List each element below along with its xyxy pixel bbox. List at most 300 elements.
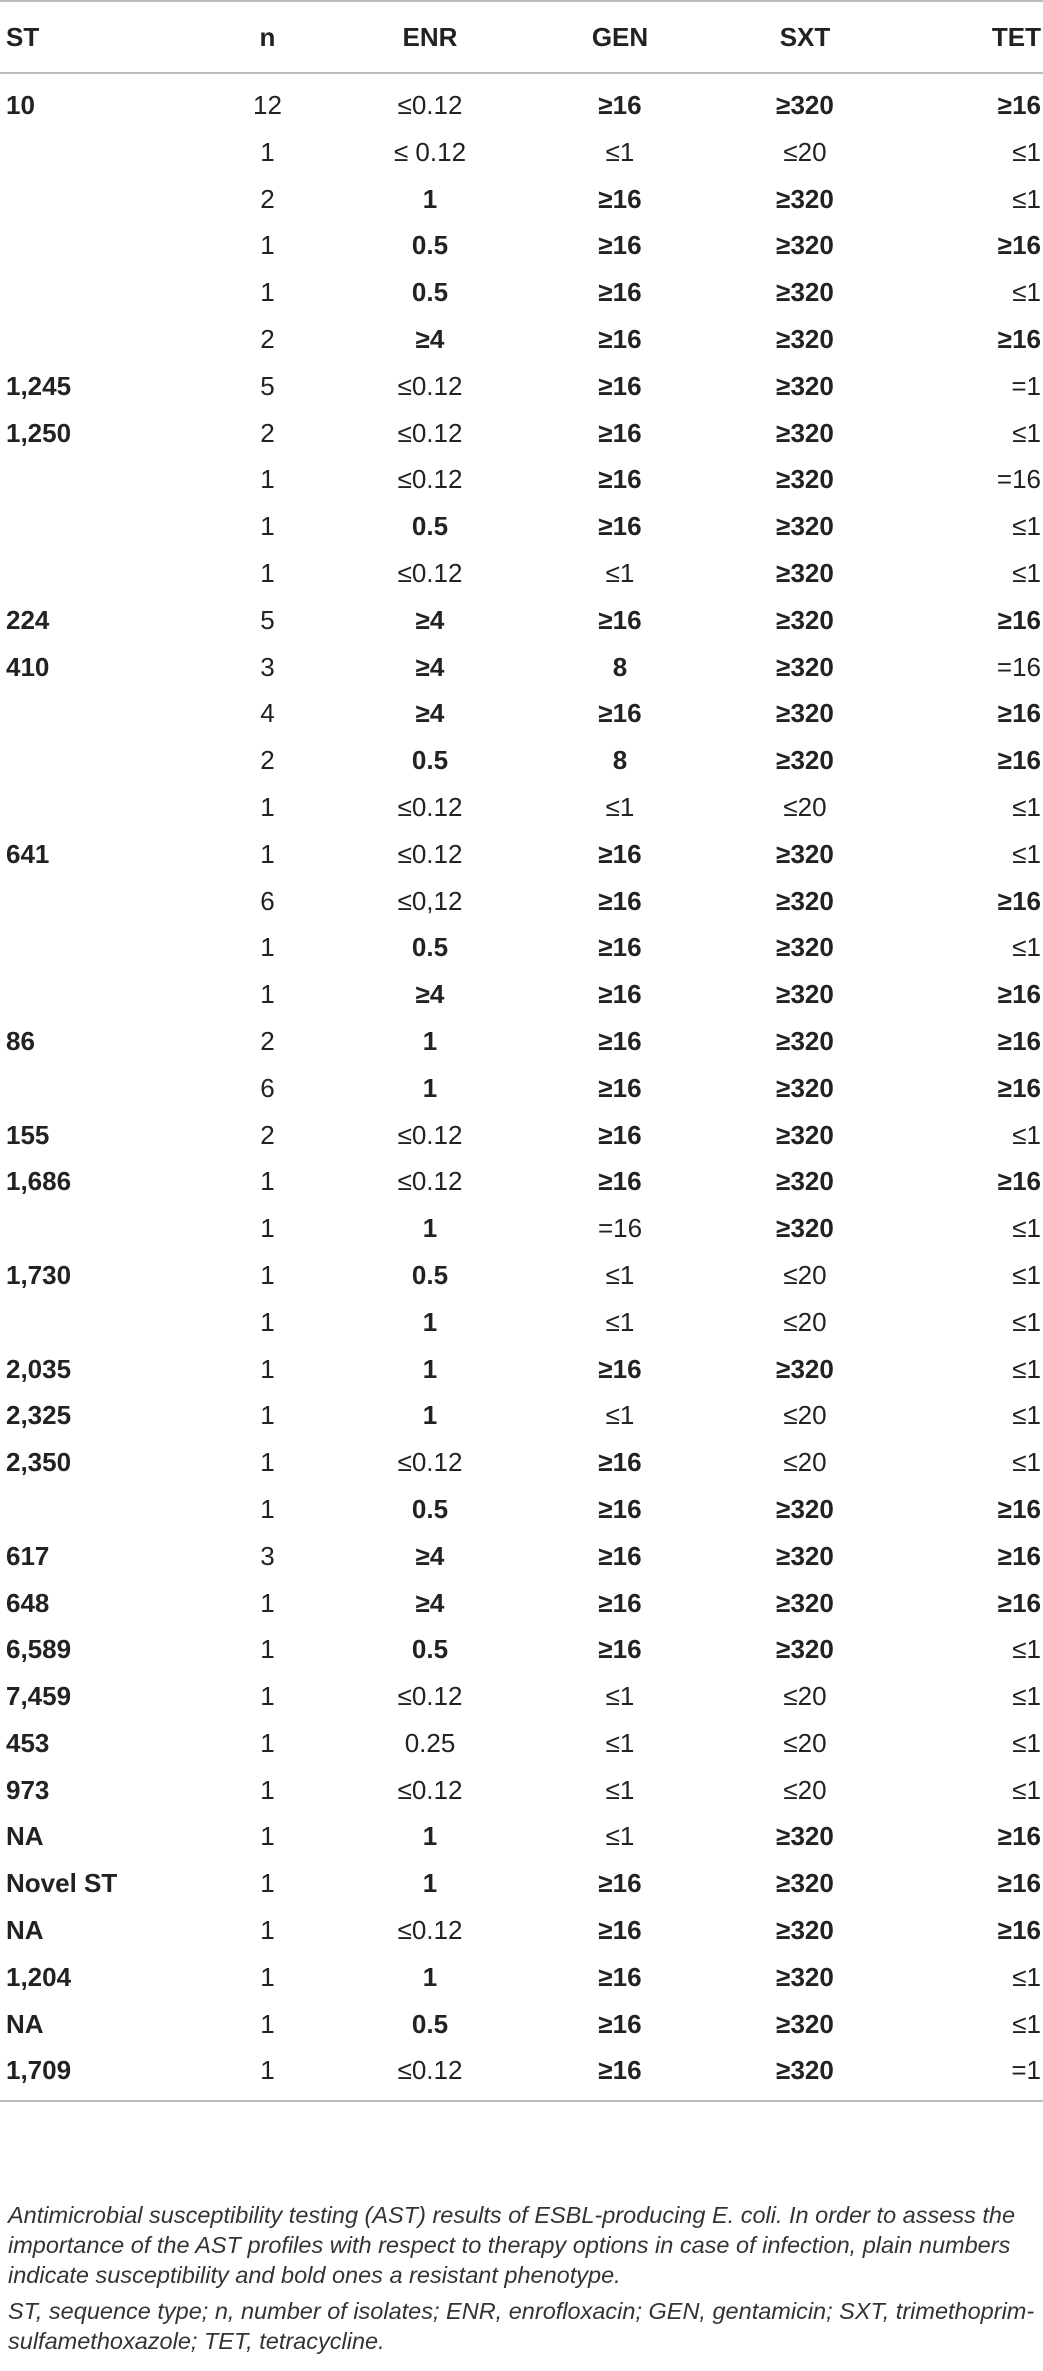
cell-sxt: ≤20 <box>783 1681 827 1712</box>
cell-gen: ≥16 <box>598 1540 642 1571</box>
cell-sxt: ≤20 <box>783 1259 827 1290</box>
cell-tet: ≥16 <box>997 230 1041 261</box>
table-row <box>0 1860 1043 1907</box>
cell-sxt: ≥320 <box>776 1166 834 1197</box>
cell-gen: ≥16 <box>598 1915 642 1946</box>
cell-sxt: ≥320 <box>776 604 834 635</box>
cell-st <box>0 971 185 1018</box>
cell-st <box>0 924 185 971</box>
cell-enr: 1 <box>422 1072 438 1103</box>
header-gen: GEN <box>510 1 690 73</box>
cell-sxt: ≥320 <box>776 979 834 1010</box>
cell-n: 5 <box>260 370 275 401</box>
cell-st: 617 <box>6 1540 50 1571</box>
cell-tet: ≥16 <box>997 1072 1041 1103</box>
cell-st: 155 <box>6 1119 50 1150</box>
cell-tet: ≥16 <box>997 979 1041 1010</box>
cell-sxt: ≤20 <box>783 1306 827 1337</box>
cell-sxt: ≥320 <box>776 651 834 682</box>
table-row <box>0 1580 1043 1627</box>
table-row <box>0 222 1043 269</box>
cell-sxt: ≥320 <box>690 2047 880 2101</box>
cell-gen: ≥16 <box>598 1119 642 1150</box>
cell-n: 3 <box>260 1540 275 1571</box>
cell-enr: 0.5 <box>411 1493 449 1524</box>
cell-gen: ≤1 <box>605 791 635 822</box>
cell-st <box>0 316 185 363</box>
cell-gen: 8 <box>612 651 628 682</box>
cell-gen: ≤1 <box>605 557 635 588</box>
cell-sxt: ≥320 <box>776 1821 834 1852</box>
cell-gen: ≤1 <box>605 1306 635 1337</box>
table-row <box>0 1720 1043 1767</box>
cell-sxt: ≥320 <box>776 1353 834 1384</box>
cell-gen: ≤1 <box>605 1259 635 1290</box>
cell-n: 2 <box>260 417 275 448</box>
cell-sxt: ≤20 <box>783 1774 827 1805</box>
cell-n: 1 <box>260 277 275 308</box>
cell-tet: ≥16 <box>997 1493 1041 1524</box>
cell-st: 2,350 <box>6 1447 72 1478</box>
table-row <box>0 550 1043 597</box>
cell-st: 648 <box>6 1587 50 1618</box>
cell-tet: ≤1 <box>1012 1447 1041 1478</box>
cell-tet: ≤1 <box>1012 277 1041 308</box>
cell-enr: 1 <box>422 1213 438 1244</box>
cell-st: 10 <box>6 90 35 120</box>
cell-n: 1 <box>260 1868 275 1899</box>
cell-gen: ≤1 <box>605 1821 635 1852</box>
cell-enr: ≤0.12 <box>397 1166 463 1197</box>
cell-gen: ≤1 <box>605 1727 635 1758</box>
cell-enr: ≤0.12 <box>397 1681 463 1712</box>
cell-st: 224 <box>6 604 50 635</box>
cell-st: 1,245 <box>6 370 72 401</box>
cell-enr: ≤0.12 <box>397 370 463 401</box>
cell-n: 3 <box>260 651 275 682</box>
table-row <box>0 1018 1043 1065</box>
cell-st: 1,730 <box>6 1259 72 1290</box>
cell-tet: ≤1 <box>1012 1774 1041 1805</box>
cell-tet: ≤1 <box>1012 1213 1041 1244</box>
cell-sxt: ≥320 <box>776 557 834 588</box>
cell-tet: ≥16 <box>997 1540 1041 1571</box>
cell-gen: ≥16 <box>598 183 642 214</box>
cell-tet: ≤1 <box>1012 791 1041 822</box>
cell-enr: 0.5 <box>411 1259 449 1290</box>
table-row <box>0 1112 1043 1159</box>
cell-st: NA <box>6 2008 44 2039</box>
cell-st: 641 <box>6 838 50 869</box>
cell-tet: ≤1 <box>1012 557 1041 588</box>
cell-tet: ≤1 <box>1012 1727 1041 1758</box>
cell-gen: ≥16 <box>598 511 642 542</box>
cell-n: 1 <box>260 1961 275 1992</box>
cell-enr: ≤0.12 <box>310 2047 510 2101</box>
table-row <box>0 176 1043 223</box>
cell-sxt: ≥320 <box>776 1961 834 1992</box>
cell-n: 2 <box>260 745 275 776</box>
cell-n: 2 <box>260 323 275 354</box>
table-row <box>0 1439 1043 1486</box>
cell-sxt: ≥320 <box>776 1213 834 1244</box>
table-row <box>0 2001 1043 2048</box>
cell-gen: ≥16 <box>598 1353 642 1384</box>
header-tet: TET <box>880 1 1043 73</box>
cell-tet: ≥16 <box>997 90 1041 120</box>
cell-st: 1,709 <box>0 2047 185 2101</box>
cell-n: 1 <box>260 2008 275 2039</box>
cell-tet: ≤1 <box>1012 136 1041 167</box>
table-row <box>0 410 1043 457</box>
cell-st <box>0 456 185 503</box>
cell-sxt: ≥320 <box>776 1119 834 1150</box>
table-row <box>0 456 1043 503</box>
cell-st: 973 <box>6 1774 50 1805</box>
cell-n: 1 <box>260 1166 275 1197</box>
cell-gen: ≥16 <box>598 2008 642 2039</box>
cell-tet: ≤1 <box>1012 417 1041 448</box>
table-row <box>0 1673 1043 1720</box>
cell-gen: ≥16 <box>598 1493 642 1524</box>
table-row <box>0 503 1043 550</box>
cell-enr: ≥4 <box>415 1540 445 1571</box>
cell-sxt: ≥320 <box>776 745 834 776</box>
table-row <box>0 644 1043 691</box>
cell-n: 1 <box>260 1821 275 1852</box>
cell-n: 1 <box>260 979 275 1010</box>
cell-gen: ≥16 <box>598 1447 642 1478</box>
cell-tet: ≤1 <box>1012 183 1041 214</box>
table-caption: Antimicrobial susceptibility testing (AST) results of ESBL-producing E. coli. In order to assess the importance of the AST profiles with respect to therapy options in case of infection, plain numbers indicate susceptibility and bold ones a resistant phenotype. <box>8 2202 1016 2288</box>
cell-sxt: ≤20 <box>783 791 827 822</box>
cell-gen: ≥16 <box>598 932 642 963</box>
cell-enr: ≥4 <box>415 979 445 1010</box>
cell-gen: ≤1 <box>605 1681 635 1712</box>
cell-n: 1 <box>260 1259 275 1290</box>
cell-gen: ≤1 <box>605 1774 635 1805</box>
cell-st <box>0 269 185 316</box>
cell-sxt: ≥320 <box>776 1634 834 1665</box>
cell-n: 6 <box>260 1072 275 1103</box>
abbreviations-note: ST, sequence type; n, number of isolates; ENR, enrofloxacin; GEN, gentamicin; SXT, trimethoprim-sulfamethoxazole; TET, tetracycline. <box>8 2298 1035 2354</box>
cell-enr: ≤0.12 <box>397 1447 463 1478</box>
cell-tet: =1 <box>1011 370 1041 401</box>
cell-n: 1 <box>260 1727 275 1758</box>
cell-tet: ≥16 <box>997 1915 1041 1946</box>
cell-enr: 1 <box>422 1306 438 1337</box>
cell-gen: ≥16 <box>598 698 642 729</box>
cell-enr: ≤0.12 <box>397 90 463 120</box>
cell-enr: ≤0.12 <box>397 557 463 588</box>
cell-st: 7,459 <box>6 1681 72 1712</box>
cell-enr: 1 <box>422 1821 438 1852</box>
cell-tet: ≤1 <box>1012 1306 1041 1337</box>
table-row <box>0 831 1043 878</box>
cell-st <box>0 222 185 269</box>
cell-n: 1 <box>260 1493 275 1524</box>
cell-n: 1 <box>185 2047 310 2101</box>
cell-gen: ≥16 <box>598 1961 642 1992</box>
cell-sxt: ≥320 <box>776 1072 834 1103</box>
cell-gen: ≥16 <box>598 277 642 308</box>
cell-st <box>0 503 185 550</box>
cell-enr: ≥4 <box>415 604 445 635</box>
cell-n: 1 <box>260 838 275 869</box>
table-row <box>0 2047 1043 2101</box>
table-body <box>0 73 1043 2101</box>
cell-st <box>0 1065 185 1112</box>
cell-st: NA <box>6 1821 44 1852</box>
table-row <box>0 1486 1043 1533</box>
cell-enr: 1 <box>422 183 438 214</box>
cell-st <box>0 129 185 176</box>
cell-gen: ≥16 <box>598 1072 642 1103</box>
cell-st <box>0 784 185 831</box>
cell-st: 453 <box>6 1727 50 1758</box>
cell-n: 1 <box>260 1213 275 1244</box>
cell-enr: ≤0,12 <box>397 885 463 916</box>
cell-enr: ≤ 0.12 <box>393 136 467 167</box>
cell-sxt: ≥320 <box>776 885 834 916</box>
cell-enr: ≤0.12 <box>397 417 463 448</box>
table-row <box>0 1205 1043 1252</box>
table-row <box>0 316 1043 363</box>
cell-tet: =1 <box>880 2047 1043 2101</box>
cell-sxt: ≥320 <box>776 511 834 542</box>
cell-enr: ≤0.12 <box>397 1915 463 1946</box>
table-row <box>0 1533 1043 1580</box>
cell-tet: ≥16 <box>997 1166 1041 1197</box>
table-row <box>0 878 1043 925</box>
cell-gen: ≥16 <box>598 1868 642 1899</box>
cell-sxt: ≥320 <box>776 277 834 308</box>
cell-sxt: ≤20 <box>783 1447 827 1478</box>
cell-tet: ≥16 <box>997 1821 1041 1852</box>
cell-enr: 0.25 <box>404 1727 456 1758</box>
cell-tet: ≤1 <box>1012 1400 1041 1431</box>
cell-sxt: ≥320 <box>776 1587 834 1618</box>
cell-st: 6,589 <box>6 1634 72 1665</box>
cell-n: 1 <box>260 230 275 261</box>
cell-gen: ≥16 <box>598 90 642 120</box>
cell-tet: ≥16 <box>997 1025 1041 1056</box>
cell-st: 86 <box>6 1025 35 1056</box>
table-row <box>0 129 1043 176</box>
cell-enr: ≥4 <box>415 1587 445 1618</box>
header-st: ST <box>0 1 185 73</box>
cell-gen: ≥16 <box>598 604 642 635</box>
table-row <box>0 690 1043 737</box>
cell-gen: ≥16 <box>598 979 642 1010</box>
cell-st <box>0 176 185 223</box>
cell-sxt: ≥320 <box>776 370 834 401</box>
cell-gen: ≤1 <box>605 1400 635 1431</box>
header-n: n <box>185 1 310 73</box>
cell-gen: ≥16 <box>598 1634 642 1665</box>
table-row <box>0 1065 1043 1112</box>
cell-st: Novel ST <box>6 1868 118 1899</box>
table-row <box>0 597 1043 644</box>
cell-sxt: ≥320 <box>776 1540 834 1571</box>
cell-n: 2 <box>260 1119 275 1150</box>
table-row <box>0 1392 1043 1439</box>
cell-n: 2 <box>260 1025 275 1056</box>
cell-tet: ≥16 <box>997 1587 1041 1618</box>
table-row <box>0 1907 1043 1954</box>
cell-st: 1,686 <box>6 1166 72 1197</box>
cell-n: 1 <box>260 1634 275 1665</box>
cell-sxt: ≤20 <box>783 136 827 167</box>
cell-gen: ≥16 <box>598 1025 642 1056</box>
cell-tet: ≤1 <box>1012 1259 1041 1290</box>
cell-n: 1 <box>260 1915 275 1946</box>
cell-enr: 1 <box>422 1025 438 1056</box>
cell-tet: ≤1 <box>1012 1353 1041 1384</box>
cell-sxt: ≥320 <box>776 230 834 261</box>
cell-enr: ≤0.12 <box>397 791 463 822</box>
cell-tet: ≥16 <box>997 1868 1041 1899</box>
cell-gen: ≥16 <box>598 464 642 495</box>
cell-tet: ≥16 <box>997 604 1041 635</box>
cell-sxt: ≥320 <box>776 1868 834 1899</box>
cell-n: 1 <box>260 1400 275 1431</box>
cell-sxt: ≥320 <box>776 1493 834 1524</box>
table-row <box>0 1954 1043 2001</box>
cell-n: 1 <box>260 557 275 588</box>
cell-st: 410 <box>6 651 50 682</box>
cell-st <box>0 690 185 737</box>
cell-n: 1 <box>260 1306 275 1337</box>
cell-st <box>0 737 185 784</box>
cell-n: 6 <box>260 885 275 916</box>
table-row <box>0 737 1043 784</box>
cell-tet: ≥16 <box>997 745 1041 776</box>
cell-n: 1 <box>260 791 275 822</box>
header-enr: ENR <box>310 1 510 73</box>
cell-enr: 0.5 <box>411 230 449 261</box>
cell-n: 1 <box>260 464 275 495</box>
cell-sxt: ≥320 <box>776 698 834 729</box>
cell-st <box>0 878 185 925</box>
cell-sxt: ≥320 <box>776 932 834 963</box>
cell-st: NA <box>6 1915 44 1946</box>
cell-tet: ≤1 <box>1012 932 1041 963</box>
cell-tet: =16 <box>996 464 1041 495</box>
cell-enr: 1 <box>422 1353 438 1384</box>
cell-tet: ≤1 <box>1012 2008 1041 2039</box>
cell-gen: ≥16 <box>598 885 642 916</box>
cell-sxt: ≥320 <box>776 1915 834 1946</box>
table-row <box>0 1299 1043 1346</box>
cell-tet: ≤1 <box>1012 1119 1041 1150</box>
cell-tet: ≥16 <box>997 885 1041 916</box>
table-row <box>0 1767 1043 1814</box>
cell-sxt: ≥320 <box>776 838 834 869</box>
table-row <box>0 1158 1043 1205</box>
cell-gen: ≥16 <box>598 838 642 869</box>
table-row <box>0 1626 1043 1673</box>
cell-sxt: ≥320 <box>776 1025 834 1056</box>
cell-tet: ≤1 <box>1012 1961 1041 1992</box>
table-row <box>0 73 1043 129</box>
header-sxt: SXT <box>690 1 880 73</box>
cell-enr: 1 <box>422 1868 438 1899</box>
cell-st <box>0 1486 185 1533</box>
cell-sxt: ≥320 <box>776 323 834 354</box>
cell-n: 5 <box>260 604 275 635</box>
cell-tet: ≥16 <box>997 698 1041 729</box>
cell-gen: ≥16 <box>598 1587 642 1618</box>
cell-n: 1 <box>260 932 275 963</box>
cell-tet: =16 <box>996 651 1041 682</box>
table-row <box>0 1346 1043 1393</box>
table-row <box>0 971 1043 1018</box>
cell-st: 2,325 <box>6 1400 72 1431</box>
cell-sxt: ≤20 <box>783 1400 827 1431</box>
cell-enr: 0.5 <box>411 1634 449 1665</box>
cell-enr: ≥4 <box>415 323 445 354</box>
cell-gen: ≥16 <box>510 2047 690 2101</box>
cell-n: 1 <box>260 1587 275 1618</box>
cell-enr: ≥4 <box>415 698 445 729</box>
cell-n: 1 <box>260 1774 275 1805</box>
cell-gen: =16 <box>597 1213 643 1244</box>
table-footnotes <box>8 2200 1038 2362</box>
cell-sxt: ≥320 <box>776 2008 834 2039</box>
cell-gen: ≤1 <box>605 136 635 167</box>
cell-n: 12 <box>253 90 282 120</box>
cell-enr: ≤0.12 <box>397 464 463 495</box>
table-row <box>0 269 1043 316</box>
cell-n: 4 <box>260 698 275 729</box>
cell-st: 2,035 <box>6 1353 72 1384</box>
table-row <box>0 924 1043 971</box>
cell-n: 1 <box>260 136 275 167</box>
cell-gen: ≥16 <box>598 230 642 261</box>
cell-enr: 0.5 <box>411 745 449 776</box>
cell-sxt: ≥320 <box>776 183 834 214</box>
cell-n: 1 <box>260 1447 275 1478</box>
cell-enr: ≤0.12 <box>397 1774 463 1805</box>
cell-sxt: ≥320 <box>776 90 834 120</box>
cell-sxt: ≥320 <box>776 417 834 448</box>
cell-enr: ≤0.12 <box>397 838 463 869</box>
cell-gen: ≥16 <box>598 417 642 448</box>
cell-sxt: ≤20 <box>783 1727 827 1758</box>
table-row <box>0 363 1043 410</box>
table-header-row <box>0 1 1043 73</box>
table-row <box>0 1252 1043 1299</box>
cell-n: 2 <box>260 183 275 214</box>
cell-tet: ≤1 <box>1012 1681 1041 1712</box>
cell-gen: ≥16 <box>598 1166 642 1197</box>
cell-gen: ≥16 <box>598 370 642 401</box>
cell-gen: ≥16 <box>598 323 642 354</box>
cell-tet: ≤1 <box>1012 838 1041 869</box>
cell-st: 1,204 <box>6 1961 72 1992</box>
cell-tet: ≤1 <box>1012 511 1041 542</box>
cell-enr: 0.5 <box>411 277 449 308</box>
table-row <box>0 1813 1043 1860</box>
table-row <box>0 784 1043 831</box>
cell-st <box>0 1299 185 1346</box>
cell-gen: 8 <box>612 745 628 776</box>
cell-enr: 1 <box>422 1961 438 1992</box>
cell-enr: 0.5 <box>411 2008 449 2039</box>
cell-sxt: ≥320 <box>776 464 834 495</box>
cell-tet: ≥16 <box>997 323 1041 354</box>
